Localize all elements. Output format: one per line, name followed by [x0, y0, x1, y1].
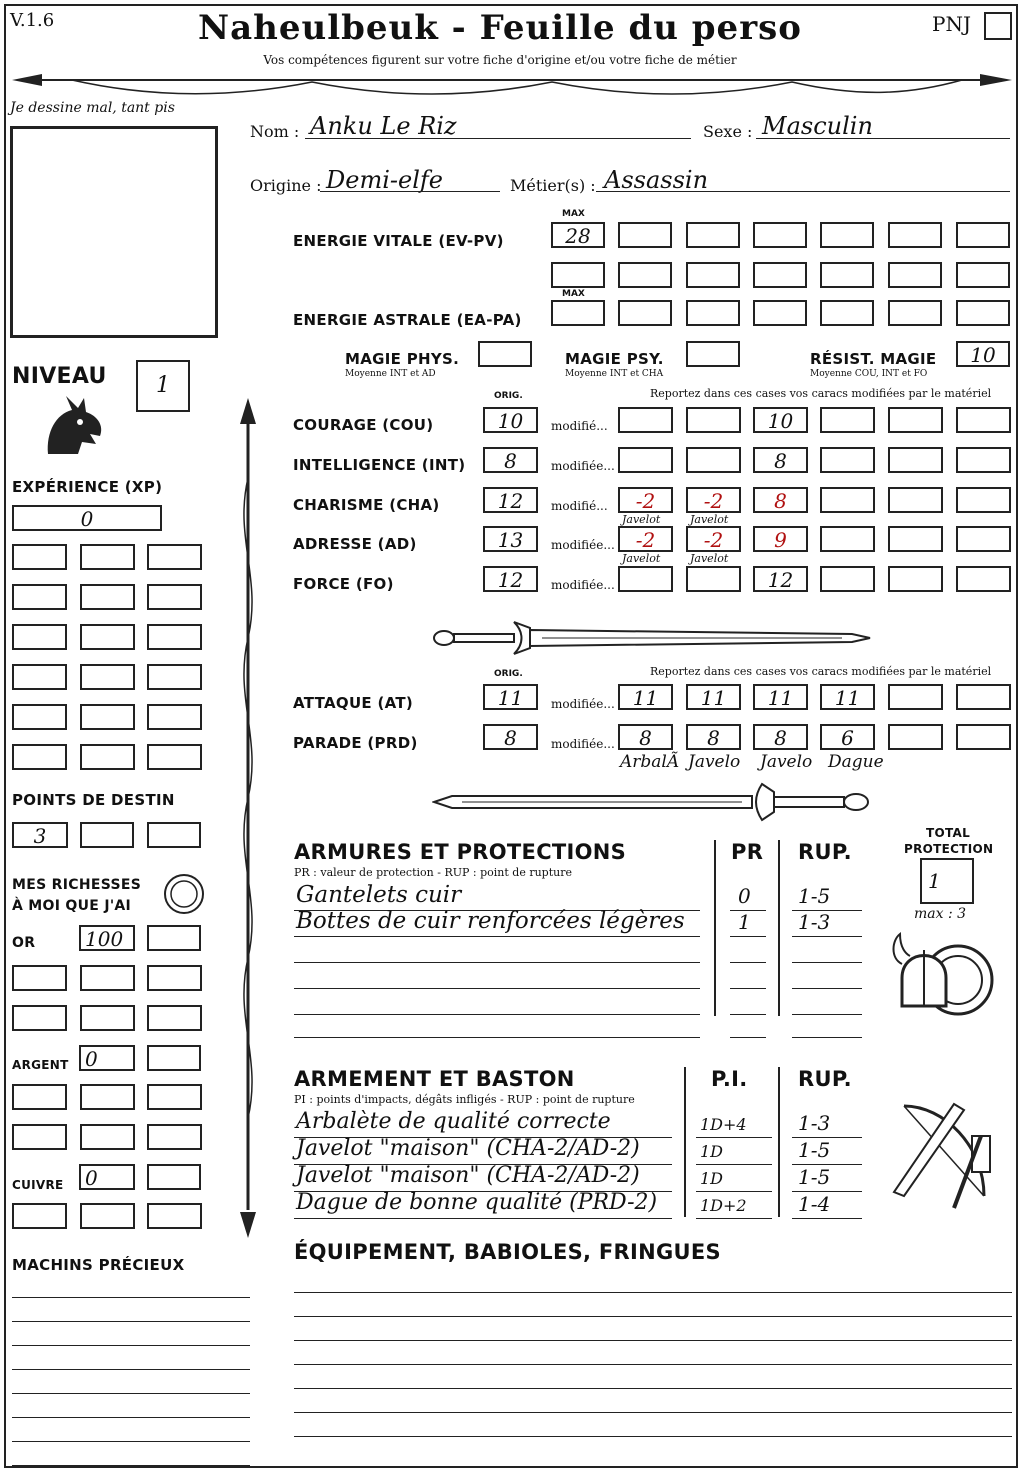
ev-max-label: MAX — [562, 209, 585, 219]
stat-mod-box[interactable] — [888, 487, 943, 513]
origine-line — [320, 191, 500, 192]
combat-modifie-label: modifiée... — [551, 737, 615, 751]
ea-box[interactable] — [820, 300, 874, 326]
combat-weapon-note: Javelo — [688, 752, 741, 772]
wealth-label-1: MES RICHESSES — [12, 877, 142, 893]
ea-box[interactable] — [753, 300, 807, 326]
stat-mod-box[interactable] — [618, 447, 673, 473]
combat-weapon-note: Javelo — [760, 752, 813, 772]
ev-box[interactable] — [956, 262, 1010, 288]
helmet-shield-icon — [888, 928, 998, 1028]
stat-mod-box[interactable]: 10 — [753, 407, 808, 433]
stat-mod-box[interactable]: -2 — [686, 487, 741, 513]
combat-modifie-label: modifiée... — [551, 697, 615, 711]
sexe-label: Sexe : — [703, 122, 753, 141]
origine-label: Origine : — [250, 176, 322, 195]
stats-orig-label: ORIG. — [494, 391, 523, 401]
precious-line — [12, 1393, 250, 1394]
ea-box[interactable] — [618, 300, 672, 326]
stat-mod-box[interactable]: 8 — [753, 447, 808, 473]
cuivre-box-2[interactable] — [147, 1164, 201, 1190]
stat-mod-box[interactable]: 8 — [753, 487, 808, 513]
weapon-item-name[interactable]: Arbalète de qualité correcte — [296, 1109, 611, 1134]
stat-modifie-label: modifiée... — [551, 459, 615, 473]
ea-max-box[interactable] — [551, 300, 605, 326]
stat-label: CHARISME (CHA) — [293, 496, 440, 514]
cuivre-label: CUIVRE — [12, 1178, 64, 1192]
total-protection-label-1: TOTAL — [926, 826, 971, 840]
niveau-box[interactable]: 1 — [136, 360, 190, 412]
precious-line — [12, 1417, 250, 1418]
stat-mod-box[interactable] — [888, 447, 943, 473]
ev-box[interactable] — [753, 222, 807, 248]
armor-rup-line — [792, 936, 862, 937]
combat-orig-box[interactable]: 8 — [483, 724, 538, 750]
weapon-pi-line — [696, 1164, 772, 1165]
combat-mod-box[interactable]: 8 — [618, 724, 673, 750]
equipment-line — [294, 1340, 1012, 1341]
stat-mod-box[interactable] — [686, 447, 741, 473]
origine-value[interactable]: Demi-elfe — [326, 166, 443, 194]
magie-psy-label: MAGIE PSY. — [565, 350, 664, 368]
weapon-pi-line — [696, 1137, 772, 1138]
ea-label: ENERGIE ASTRALE (EA-PA) — [293, 311, 522, 329]
stat-orig-box[interactable]: 8 — [483, 447, 538, 473]
combat-report-note: Reportez dans ces cases vos caracs modifiées par le matériel — [650, 665, 992, 678]
combat-label: ATTAQUE (AT) — [293, 694, 414, 712]
metier-label: Métier(s) : — [510, 176, 596, 195]
armor-pr-line — [730, 1014, 766, 1015]
ea-box[interactable] — [686, 300, 740, 326]
weapon-pi-line — [696, 1218, 772, 1219]
resist-magie-note: Moyenne COU, INT et FO — [810, 369, 928, 379]
cuivre-box[interactable] — [147, 1203, 202, 1229]
argent-label: ARGENT — [12, 1058, 69, 1072]
stat-modifie-label: modifiée... — [551, 538, 615, 552]
stat-mod-note: Javelot — [622, 552, 661, 565]
destin-box-1[interactable]: 3 — [12, 822, 68, 848]
niveau-label: NIVEAU — [12, 364, 107, 389]
xp-box[interactable] — [147, 544, 202, 570]
stat-mod-box[interactable]: -2 — [618, 526, 673, 552]
equipment-title: ÉQUIPEMENT, BABIOLES, FRINGUES — [294, 1240, 721, 1264]
weapon-item-rup[interactable]: 1-4 — [798, 1192, 831, 1216]
crossed-weapons-icon — [884, 1096, 1004, 1216]
stat-mod-box[interactable] — [820, 526, 875, 552]
or-box[interactable] — [80, 965, 135, 991]
magie-phys-label: MAGIE PHYS. — [345, 350, 460, 368]
stat-label: FORCE (FO) — [293, 575, 394, 593]
armor-col-divider-2 — [778, 840, 780, 1016]
stat-orig-box[interactable]: 12 — [483, 487, 538, 513]
equipment-line — [294, 1364, 1012, 1365]
weapons-col-pi: P.I. — [711, 1067, 748, 1091]
xp-box[interactable] — [12, 544, 67, 570]
combat-mod-box[interactable]: 11 — [686, 684, 741, 710]
stat-mod-box[interactable] — [888, 566, 943, 592]
armor-line — [294, 1037, 700, 1038]
xp-box[interactable] — [12, 744, 67, 770]
combat-mod-box[interactable]: 8 — [686, 724, 741, 750]
nom-label: Nom : — [250, 122, 300, 141]
xp-box[interactable] — [147, 664, 202, 690]
stat-mod-box[interactable] — [618, 566, 673, 592]
resist-magie-label: RÉSIST. MAGIE — [810, 350, 937, 368]
stat-mod-box[interactable] — [618, 407, 673, 433]
total-protection-box[interactable]: 1 — [920, 858, 974, 904]
weapon-item-rup[interactable]: 1-5 — [798, 1165, 831, 1189]
precious-line — [12, 1369, 250, 1370]
combat-mod-box[interactable] — [956, 724, 1011, 750]
ea-box[interactable] — [888, 300, 942, 326]
weapon-item-name[interactable]: Javelot "maison" (CHA-2/AD-2) — [296, 1136, 640, 1161]
page-subtitle: Vos compétences figurent sur votre fiche d'origine et/ou votre fiche de métier — [263, 53, 737, 67]
stat-mod-box[interactable] — [956, 566, 1011, 592]
weapon-item-rup[interactable]: 1-3 — [798, 1111, 831, 1135]
total-protection-label-2: PROTECTION — [904, 842, 994, 856]
pnj-checkbox[interactable] — [984, 12, 1012, 40]
destin-label: POINTS DE DESTIN — [12, 791, 175, 809]
coin-icon — [162, 872, 206, 916]
magie-psy-note: Moyenne INT et CHA — [565, 369, 664, 379]
equipment-line — [294, 1412, 1012, 1413]
stat-orig-box[interactable]: 10 — [483, 407, 538, 433]
nom-line — [305, 138, 691, 139]
ea-box[interactable] — [956, 300, 1010, 326]
portrait-caption: Je dessine mal, tant pis — [10, 100, 175, 116]
xp-box[interactable] — [147, 624, 202, 650]
xp-box[interactable] — [12, 664, 67, 690]
stat-mod-box[interactable]: -2 — [618, 487, 673, 513]
page-title: Naheulbeuk - Feuille du perso — [198, 8, 802, 48]
ev-box[interactable] — [820, 222, 874, 248]
stat-mod-box[interactable] — [956, 407, 1011, 433]
stat-modifie-label: modifiée... — [551, 578, 615, 592]
weapon-rup-line — [792, 1218, 862, 1219]
combat-mod-box[interactable] — [888, 684, 943, 710]
stat-mod-note: Javelot — [690, 513, 729, 526]
armor-legend: PR : valeur de protection - RUP : point de rupture — [294, 866, 572, 879]
stat-mod-box[interactable] — [956, 487, 1011, 513]
combat-weapon-note: ArbalÃ — [620, 752, 680, 772]
armor-item-name[interactable]: Bottes de cuir renforcées légères — [296, 908, 685, 934]
magie-phys-note: Moyenne INT et AD — [345, 369, 436, 379]
armor-pr-line — [730, 962, 766, 963]
xp-box[interactable] — [12, 704, 67, 730]
armor-pr-line — [730, 988, 766, 989]
precious-line — [12, 1345, 250, 1346]
metier-line — [596, 191, 1010, 192]
or-box[interactable] — [147, 1005, 202, 1031]
ev-box[interactable] — [888, 222, 942, 248]
stat-mod-note: Javelot — [622, 513, 661, 526]
ev-max-box[interactable]: 28 — [551, 222, 605, 248]
or-box[interactable] — [80, 1005, 135, 1031]
armor-rup-line — [792, 988, 862, 989]
xp-box[interactable]: 0 — [12, 505, 162, 531]
or-box-2[interactable] — [147, 925, 201, 951]
combat-mod-box[interactable]: 11 — [618, 684, 673, 710]
armor-col-pr: PR — [731, 840, 764, 864]
combat-weapon-note: Dague — [828, 752, 884, 772]
xp-box[interactable] — [147, 744, 202, 770]
or-box[interactable] — [12, 965, 67, 991]
argent-box[interactable] — [80, 1124, 135, 1150]
xp-box[interactable] — [12, 624, 67, 650]
weapon-item-pi[interactable]: 1D+2 — [700, 1196, 747, 1215]
argent-box[interactable]: 0 — [79, 1045, 135, 1071]
weapon-item-name[interactable]: Dague de bonne qualité (PRD-2) — [296, 1190, 658, 1215]
weapon-item-pi[interactable]: 1D — [700, 1169, 724, 1188]
stats-report-note: Reportez dans ces cases vos caracs modifiées par le matériel — [650, 387, 992, 400]
weapon-item-rup[interactable]: 1-5 — [798, 1138, 831, 1162]
combat-mod-box[interactable]: 11 — [753, 684, 808, 710]
ea-max-label: MAX — [562, 289, 585, 299]
armor-title: ARMURES ET PROTECTIONS — [294, 840, 627, 864]
armor-item-name[interactable]: Gantelets cuir — [296, 882, 462, 908]
or-box[interactable] — [12, 1005, 67, 1031]
armor-line — [294, 962, 700, 963]
stat-mod-box[interactable] — [820, 407, 875, 433]
sword-icon-2 — [432, 782, 872, 822]
argent-box[interactable] — [147, 1124, 202, 1150]
combat-mod-box[interactable]: 6 — [820, 724, 875, 750]
xp-box[interactable] — [80, 744, 135, 770]
spear-divider-vertical — [228, 398, 268, 1238]
header-spear-divider — [12, 64, 1012, 104]
precious-line — [12, 1297, 250, 1298]
sexe-value[interactable]: Masculin — [762, 112, 873, 140]
armor-line — [294, 988, 700, 989]
ev-box[interactable] — [888, 262, 942, 288]
armor-col-rup: RUP. — [798, 840, 852, 864]
or-box[interactable]: 100 — [79, 925, 135, 951]
or-label: OR — [12, 935, 36, 951]
ev-box[interactable] — [686, 262, 740, 288]
argent-box[interactable] — [80, 1084, 135, 1110]
xp-box[interactable] — [147, 584, 202, 610]
portrait-box[interactable] — [10, 126, 218, 338]
stat-mod-box[interactable] — [820, 566, 875, 592]
combat-mod-box[interactable]: 11 — [820, 684, 875, 710]
stat-mod-box[interactable] — [686, 407, 741, 433]
combat-label: PARADE (PRD) — [293, 734, 418, 752]
argent-box[interactable] — [12, 1124, 67, 1150]
destin-box-2[interactable] — [80, 822, 134, 848]
armor-item-rup[interactable]: 1-5 — [798, 884, 831, 908]
stat-label: INTELLIGENCE (INT) — [293, 456, 466, 474]
equipment-line — [294, 1388, 1012, 1389]
ev-box[interactable] — [753, 262, 807, 288]
weapon-item-name[interactable]: Javelot "maison" (CHA-2/AD-2) — [296, 1163, 640, 1188]
equipment-line — [294, 1436, 1012, 1437]
weapons-col-divider-2 — [778, 1067, 780, 1217]
sexe-line — [756, 138, 1010, 139]
armor-line — [294, 936, 700, 937]
argent-box[interactable] — [147, 1084, 202, 1110]
xp-box[interactable] — [80, 624, 135, 650]
precious-line — [12, 1441, 250, 1442]
version-label: V.1.6 — [10, 10, 55, 31]
xp-box[interactable] — [12, 584, 67, 610]
dragon-head-icon — [38, 392, 108, 462]
cuivre-box[interactable]: 0 — [79, 1164, 135, 1190]
sword-icon — [432, 618, 872, 658]
weapons-title: ARMEMENT ET BASTON — [294, 1067, 575, 1091]
xp-box[interactable] — [80, 664, 135, 690]
weapons-col-rup: RUP. — [798, 1067, 852, 1091]
stat-mod-box[interactable] — [956, 447, 1011, 473]
weapon-line — [294, 1218, 672, 1219]
magie-psy-box[interactable] — [686, 341, 740, 367]
stat-orig-box[interactable]: 12 — [483, 566, 538, 592]
stat-mod-box[interactable]: 9 — [753, 526, 808, 552]
ev-box[interactable] — [686, 222, 740, 248]
argent-box[interactable] — [12, 1084, 67, 1110]
stat-modifie-label: modifié... — [551, 499, 608, 513]
xp-label: EXPÉRIENCE (XP) — [12, 478, 163, 496]
stat-mod-box[interactable] — [888, 407, 943, 433]
ev-label: ENERGIE VITALE (EV-PV) — [293, 232, 504, 250]
weapon-pi-line — [696, 1191, 772, 1192]
weapons-legend: PI : points d'impacts, dégâts infligés - RUP : point de rupture — [294, 1093, 635, 1106]
stat-mod-box[interactable]: -2 — [686, 526, 741, 552]
total-protection-max: max : 3 — [914, 906, 967, 922]
xp-box[interactable] — [80, 584, 135, 610]
xp-box[interactable] — [80, 704, 135, 730]
weapons-col-divider-1 — [684, 1067, 686, 1217]
precious-line — [12, 1465, 250, 1466]
stat-orig-box[interactable]: 13 — [483, 526, 538, 552]
magie-phys-box[interactable] — [478, 341, 532, 367]
or-box[interactable] — [147, 965, 202, 991]
armor-item-pr[interactable]: 1 — [738, 910, 751, 934]
armor-pr-line — [730, 1037, 766, 1038]
ev-box[interactable] — [956, 222, 1010, 248]
weapon-item-pi[interactable]: 1D+4 — [700, 1115, 747, 1134]
stat-mod-box[interactable] — [820, 447, 875, 473]
stat-mod-box[interactable] — [820, 487, 875, 513]
stat-label: COURAGE (COU) — [293, 416, 434, 434]
xp-box[interactable] — [147, 704, 202, 730]
stat-mod-note: Javelot — [690, 552, 729, 565]
cuivre-box[interactable] — [12, 1203, 67, 1229]
wealth-label-2: À MOI QUE J'AI — [12, 898, 132, 914]
armor-line — [294, 1014, 700, 1015]
metier-value[interactable]: Assassin — [604, 166, 709, 194]
combat-mod-box[interactable]: 8 — [753, 724, 808, 750]
nom-value[interactable]: Anku Le Riz — [310, 112, 457, 140]
equipment-line — [294, 1292, 1012, 1293]
equipment-line — [294, 1316, 1012, 1317]
combat-orig-box[interactable]: 11 — [483, 684, 538, 710]
stat-mod-box[interactable] — [956, 526, 1011, 552]
precious-label: MACHINS PRÉCIEUX — [12, 1256, 185, 1274]
resist-magie-box[interactable]: 10 — [956, 341, 1010, 367]
pnj-label: PNJ — [932, 12, 971, 36]
armor-rup-line — [792, 962, 862, 963]
stat-mod-box[interactable] — [888, 526, 943, 552]
armor-item-rup[interactable]: 1-3 — [798, 910, 831, 934]
ev-box[interactable] — [820, 262, 874, 288]
precious-line — [12, 1321, 250, 1322]
stat-label: ADRESSE (AD) — [293, 535, 417, 553]
cuivre-box[interactable] — [80, 1203, 135, 1229]
armor-item-pr[interactable]: 0 — [738, 884, 751, 908]
stat-mod-box[interactable]: 12 — [753, 566, 808, 592]
stat-mod-box[interactable] — [686, 566, 741, 592]
ev-box[interactable] — [551, 262, 605, 288]
ev-box[interactable] — [618, 262, 672, 288]
armor-pr-line — [730, 936, 766, 937]
armor-col-divider-1 — [714, 840, 716, 1016]
argent-box-2[interactable] — [147, 1045, 201, 1071]
xp-box[interactable] — [80, 544, 135, 570]
weapon-item-pi[interactable]: 1D — [700, 1142, 724, 1161]
combat-orig-label: ORIG. — [494, 669, 523, 679]
ev-box[interactable] — [618, 222, 672, 248]
combat-mod-box[interactable] — [956, 684, 1011, 710]
armor-rup-line — [792, 1037, 862, 1038]
stat-modifie-label: modifié... — [551, 419, 608, 433]
combat-mod-box[interactable] — [888, 724, 943, 750]
armor-rup-line — [792, 1014, 862, 1015]
destin-box-3[interactable] — [147, 822, 201, 848]
